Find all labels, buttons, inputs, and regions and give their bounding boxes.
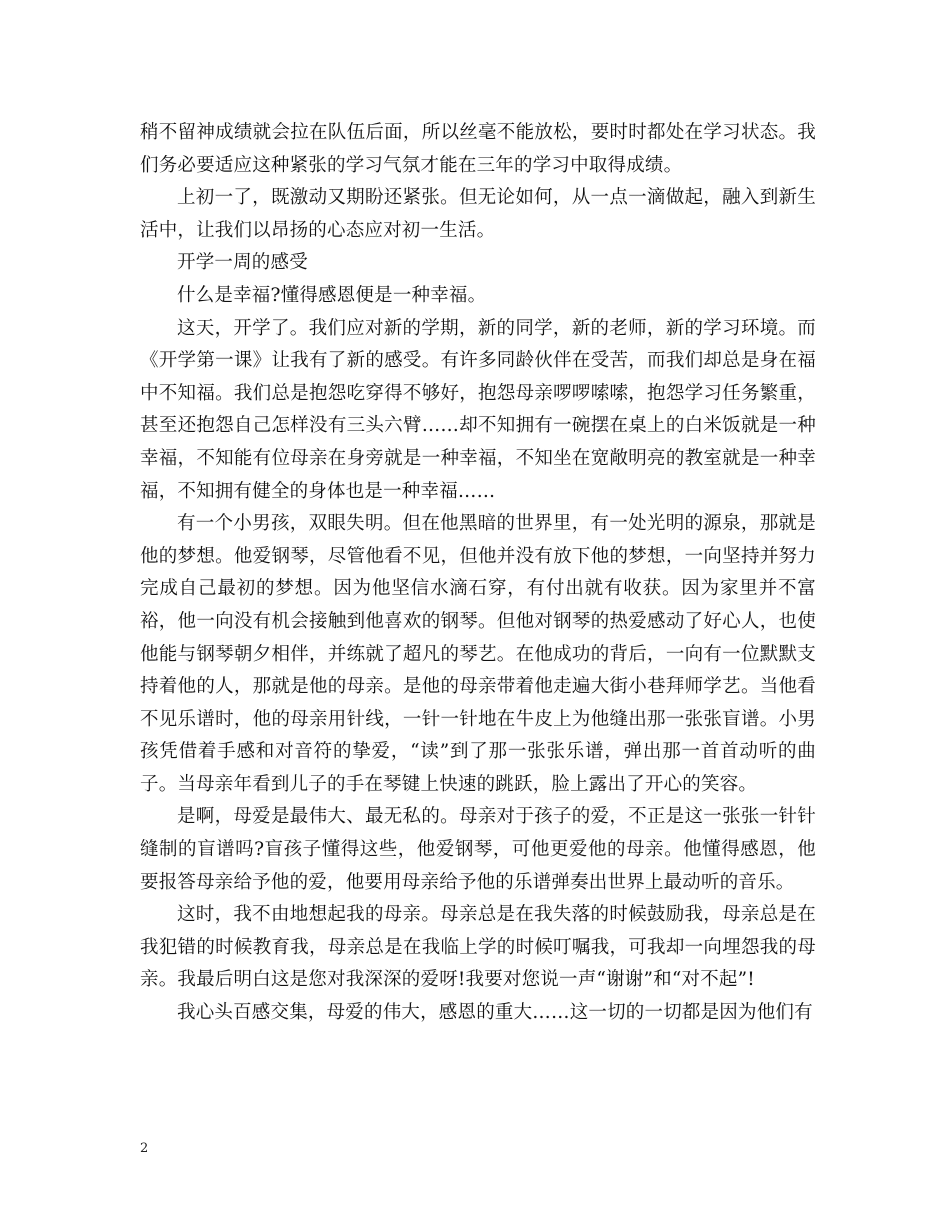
page-number: 2 — [140, 1141, 149, 1156]
paragraph-5: 有一个小男孩，双眼失明。但在他黑暗的世界里，有一处光明的源泉，那就是他的梦想。他爱钢琴，尽管他看不见，但他并没有放下他的梦想，一向坚持并努力完成自己最初的梦想。因为他坚信水滴石穿，有付出就有收获。因为家里并不富裕，他一向没有机会接触到他喜欢的钢琴。但他对钢琴的热爱感动了好心人，也使他能与钢琴朝夕相伴，并练就了超凡的琴艺。在他成功的背后，一向有一位默默支持着他的人，那就是他的母亲。是他的母亲带着他走遍大街小巷拜师学艺。当他看不见乐谱时，他的母亲用针线，一针一针地在牛皮上为他缝出那一张张盲谱。小男孩凭借着手感和对音符的挚爱，“读”到了那一张张乐谱，弹出那一首首动听的曲子。当母亲年看到儿子的手在琴键上快速的跳跃，脸上露出了开心的笑容。 — [140, 513, 816, 795]
paragraph-6: 是啊，母爱是最伟大、最无私的。母亲对于孩子的爱，不正是这一张张一针针缝制的盲谱吗?盲孩子懂得这些，他爱钢琴，可他更爱他的母亲。他懂得感恩，他要报答母亲给予他的爱，他要用母亲给予他的乐谱弹奏出世界上最动听的音乐。 — [140, 806, 816, 893]
document-body — [140, 117, 816, 1030]
paragraph-4: 这天，开学了。我们应对新的学期，新的同学，新的老师，新的学习环境。而《开学第一课》让我有了新的感受。有许多同龄伙伴在受苦，而我们却总是身在福中不知福。我们总是抱怨吃穿得不够好，抱怨母亲啰啰嗦嗦，抱怨学习任务繁重，甚至还抱怨自己怎样没有三头六臂……却不知拥有一碗摆在桌上的白米饭就是一种幸福，不知能有位母亲在身旁就是一种幸福，不知坐在宽敞明亮的教室就是一种幸福，不知拥有健全的身体也是一种幸福…… — [140, 317, 816, 502]
paragraph-2: 上初一了，既激动又期盼还紧张。但无论如何，从一点一滴做起，融入到新生活中，让我们以昂扬的心态应对初一生活。 — [140, 187, 816, 241]
paragraph-3: 什么是幸福?懂得感恩便是一种幸福。 — [177, 284, 487, 306]
paragraph-7: 这时，我不由地想起我的母亲。母亲总是在我失落的时候鼓励我，母亲总是在我犯错的时候教育我，母亲总是在我临上学的时候叮嘱我，可我却一向埋怨我的母亲。我最后明白这是您对我深深的爱呀!我要对您说一声“谢谢”和“对不起”! — [140, 904, 816, 991]
section-heading: 开学一周的感受 — [177, 252, 308, 274]
paragraph-8: 我心头百感交集，母爱的伟大，感恩的重大……这一切的一切都是因为他们有 — [177, 1002, 813, 1024]
paragraph-1: 稍不留神成绩就会拉在队伍后面，所以丝毫不能放松，要时时都处在学习状态。我们务必要适应这种紧张的学习气氛才能在三年的学习中取得成绩。 — [140, 122, 816, 176]
